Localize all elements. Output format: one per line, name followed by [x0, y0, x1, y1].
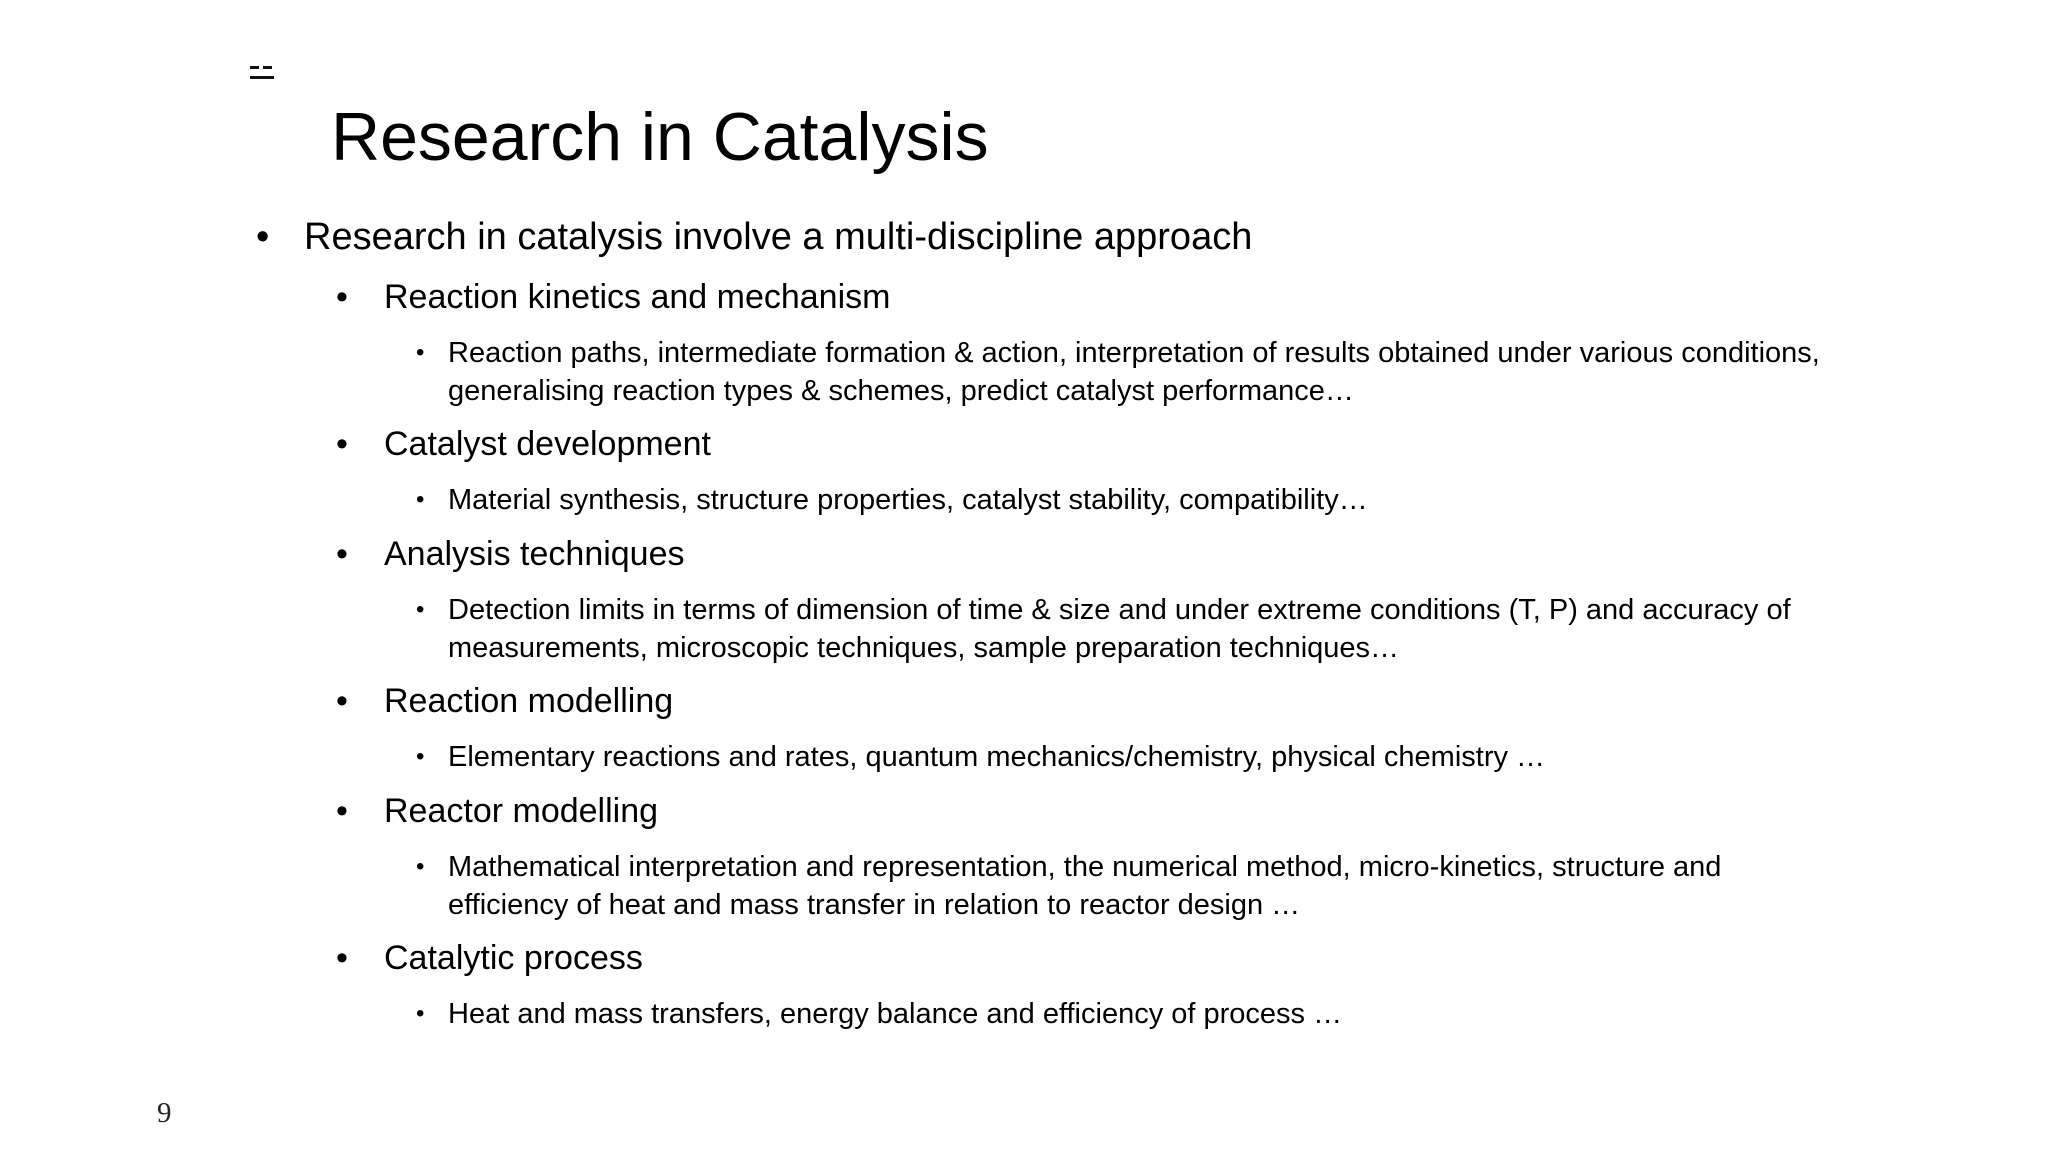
sub-bullet-heading: Reaction kinetics and mechanism — [384, 278, 891, 316]
sub-bullet-reaction-modelling — [336, 680, 673, 722]
bullet-marker: • — [416, 339, 425, 366]
bullet-marker: • — [416, 596, 425, 623]
sub-bullet-heading: Catalyst development — [384, 425, 711, 463]
sub-bullet-heading: Reactor modelling — [384, 792, 659, 830]
bullet-marker: • — [416, 853, 425, 880]
bullet-marker: • — [336, 535, 348, 573]
slide-title: Research in Catalysis — [331, 99, 989, 175]
sub-bullet-catalytic-process — [336, 937, 643, 979]
detail-text: Mathematical interpretation and representation, the numerical method, micro-kinetics, structure and efficiency of heat and mass transfer in relation to reactor design … — [448, 851, 1722, 921]
bullet-marker: • — [336, 278, 348, 316]
sub-bullet-catalyst-development — [336, 423, 711, 465]
detail-bullet-reaction-kinetics — [416, 334, 1836, 410]
detail-text: Elementary reactions and rates, quantum mechanics/chemistry, physical chemistry … — [448, 741, 1546, 773]
sub-bullet-reaction-kinetics — [336, 276, 890, 318]
detail-text: Reaction paths, intermediate formation & action, interpretation of results obtained under various conditions, generalising reaction types & schemes, predict catalyst performance… — [448, 337, 1820, 407]
detail-text: Material synthesis, structure properties, catalyst stability, compatibility… — [448, 484, 1368, 516]
detail-bullet-reactor-modelling — [416, 848, 1836, 924]
bullet-marker: • — [416, 743, 425, 770]
bullet-marker: • — [336, 425, 348, 463]
bullet-marker: • — [336, 682, 348, 720]
bullet-marker: • — [416, 486, 425, 513]
sub-bullet-heading: Analysis techniques — [384, 535, 685, 573]
detail-bullet-catalyst-development — [416, 481, 1836, 519]
slide-page-number: 9 — [157, 1097, 172, 1129]
sub-bullet-heading: Catalytic process — [384, 939, 643, 977]
detail-text: Heat and mass transfers, energy balance and efficiency of process … — [448, 998, 1343, 1030]
sub-bullet-heading: Reaction modelling — [384, 682, 674, 720]
detail-bullet-catalytic-process — [416, 995, 1836, 1033]
bullet-marker: • — [256, 216, 270, 258]
main-bullet-point — [256, 214, 1252, 260]
sub-bullet-analysis-techniques — [336, 533, 685, 575]
detail-bullet-analysis-techniques — [416, 591, 1836, 667]
main-point-text: Research in catalysis involve a multi-discipline approach — [304, 216, 1253, 258]
detail-bullet-reaction-modelling — [416, 738, 1836, 776]
bullet-marker: • — [336, 792, 348, 830]
detail-text: Detection limits in terms of dimension of time & size and under extreme conditions (T, P) and accuracy of measurements, microscopic techniques, sample preparation techniques… — [448, 594, 1791, 664]
slide-corner-mark — [250, 62, 274, 82]
sub-bullet-reactor-modelling — [336, 790, 658, 832]
bullet-marker: • — [336, 939, 348, 977]
bullet-marker: • — [416, 1000, 425, 1027]
